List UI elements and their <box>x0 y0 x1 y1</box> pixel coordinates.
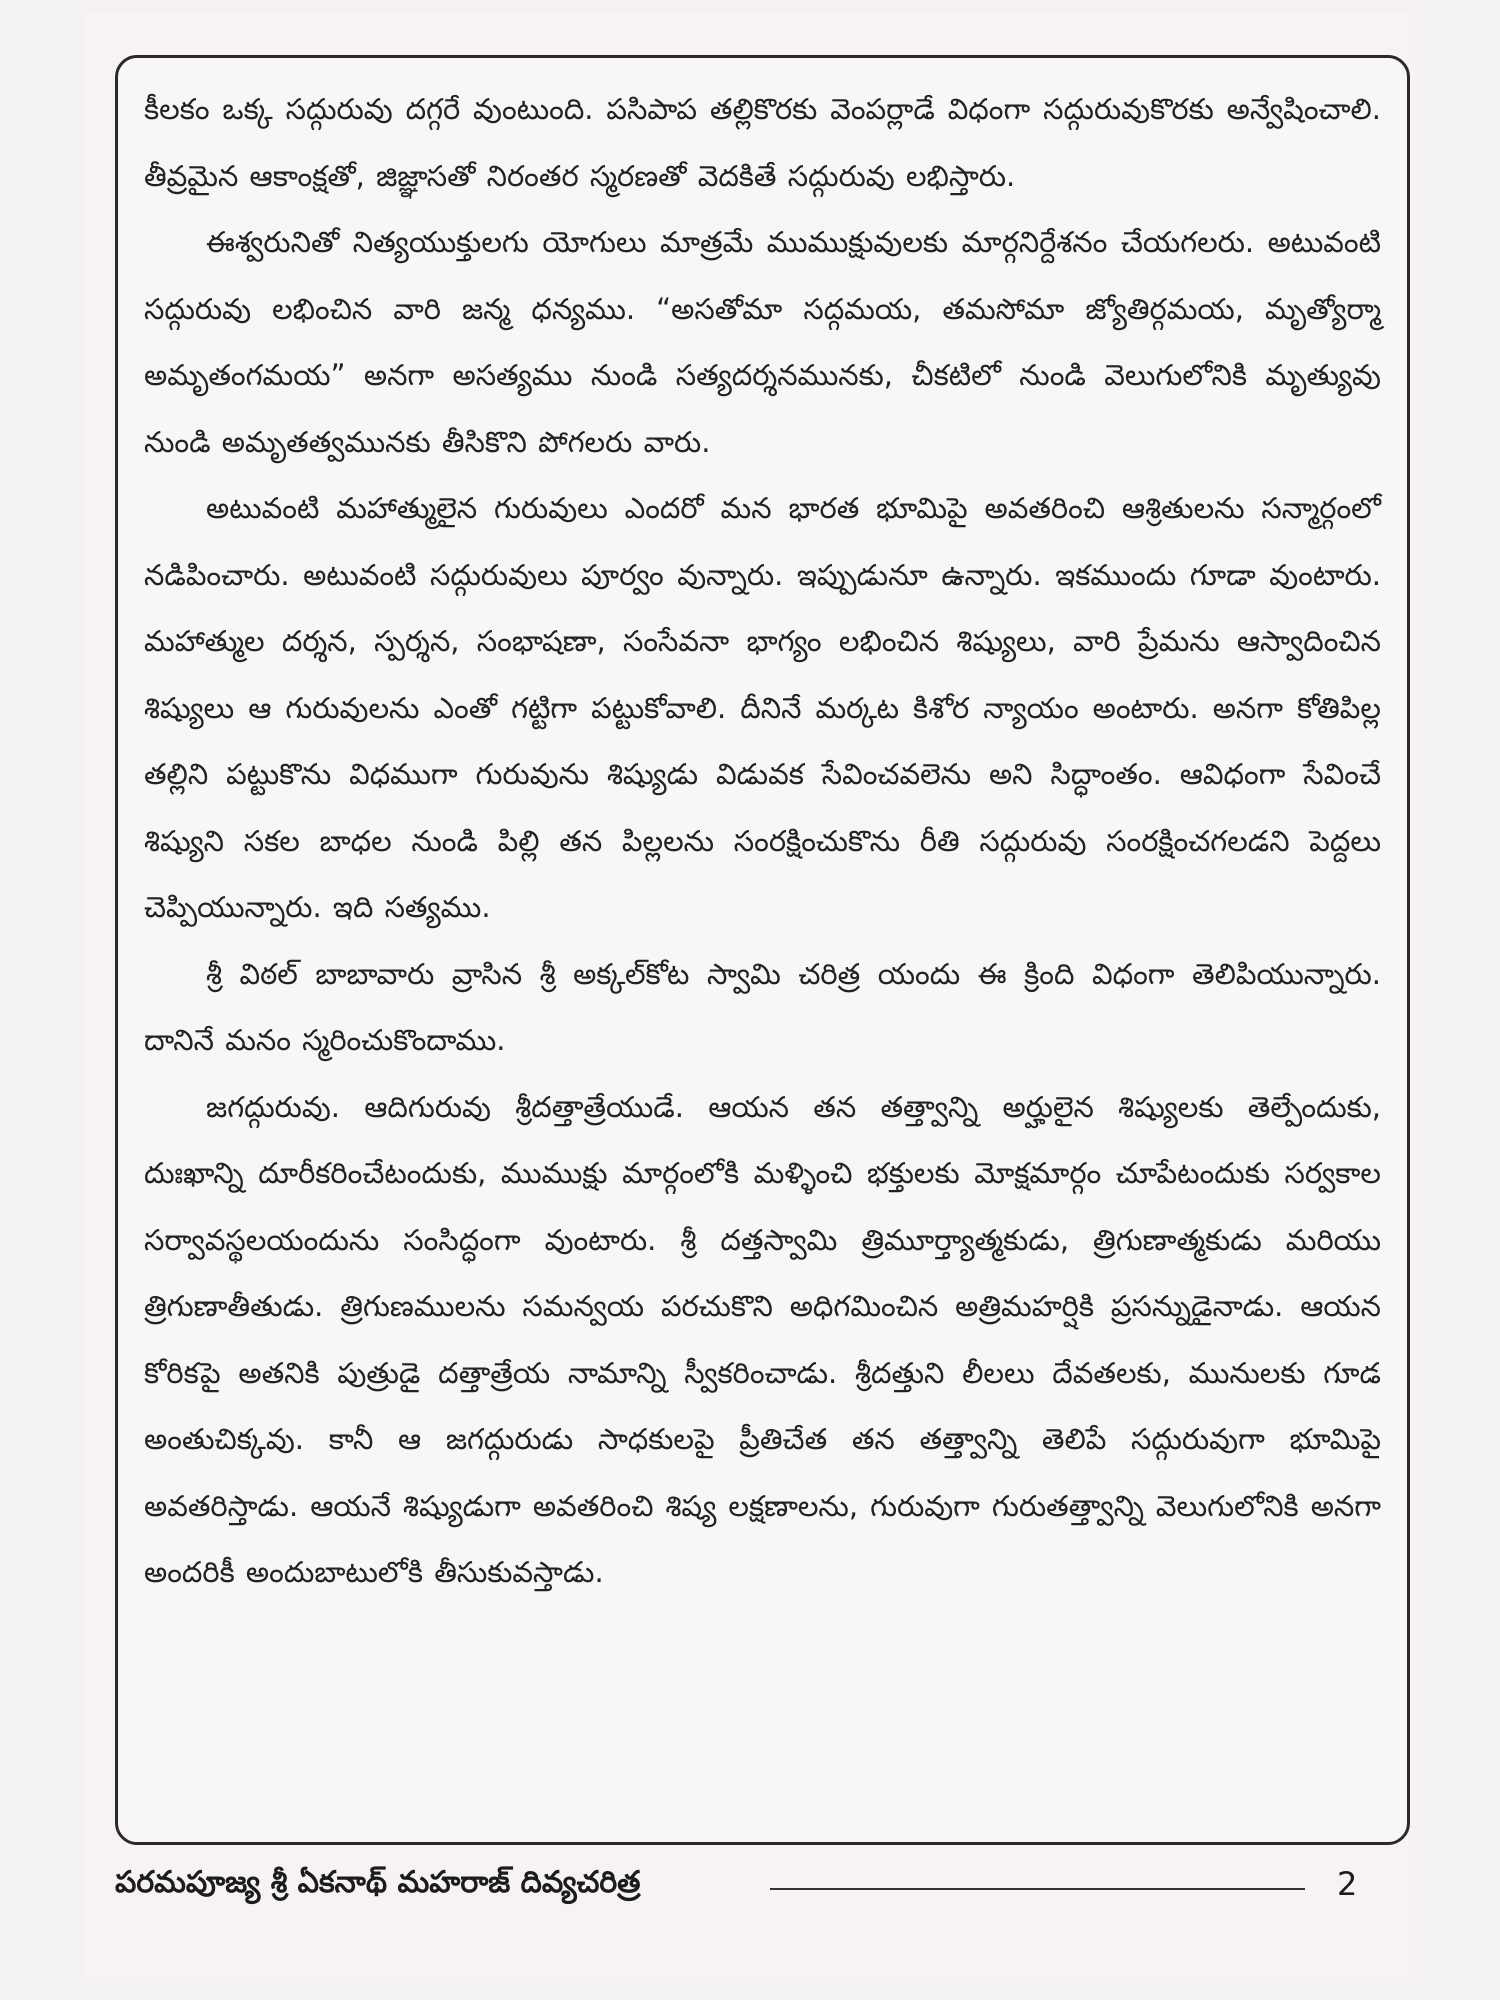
book-title: పరమపూజ్య శ్రీ ఏకనాథ్ మహరాజ్ దివ్యచరిత్ర <box>115 1865 641 1900</box>
paragraph-1: కీలకం ఒక్క సద్గురువు దగ్గరే వుంటుంది. పసిపాప తల్లికొరకు వెంపర్లాడే విధంగా సద్గురువుకొరకు అన్వేషించాలి. తీవ్రమైన ఆకాంక్షతో, జిజ్ఞాసతో నిరంతర స్మరణతో వెదకితే సద్గురువు లభిస్తారు. <box>144 92 1381 193</box>
paragraph-5: జగద్గురువు. ఆదిగురువు శ్రీదత్తాత్రేయుడే. ఆయన తన తత్త్వాన్ని అర్హులైన శిష్యులకు తెల్పేందుకు, దుఃఖాన్ని దూరీకరించేటందుకు, ముముక్షు మార్గంలోకి మళ్ళించి భక్తులకు మోక్షమార్గం చూపేటందుకు సర్వకాల సర్వావస్థలయందును సంసిద్ధంగా వుంటారు. శ్రీ దత్తస్వామి త్రిమూర్త్యాత్మకుడు, త్రిగుణాత్మకుడు మరియు త్రిగుణాతీతుడు. త్రిగుణములను సమన్వయ పరచుకొని అధిగమించిన అత్రిమహర్షికి ప్రసన్నుడైనాడు. ఆయన కోరికపై అతనికి పుత్రుడై దత్తాత్రేయ నామాన్ని స్వీకరించాడు. శ్రీదత్తుని లీలలు దేవతలకు, మునులకు గూడ అంతుచిక్కవు. కానీ ఆ జగద్గురుడు సాధకులపై ప్రీతిచేత తన తత్త్వాన్ని తెలిపే సద్గురువుగా భూమిపై అవతరిస్తాడు. ఆయనే శిష్యుడుగా అవతరించి శిష్య లక్షణాలను, గురువుగా గురుతత్త్వాన్ని వెలుగులోనికి అనగా అందరికీ అందుబాటులోకి తీసుకువస్తాడు. <box>144 1089 1381 1589</box>
page-footer <box>115 1865 1410 1915</box>
paragraph-2: ఈశ్వరునితో నిత్యయుక్తులగు యోగులు మాత్రమే ముముక్షువులకు మార్గనిర్దేశనం చేయగలరు. అటువంటి సద్గురువు లభించిన వారి జన్మ ధన్యము. “అసతోమా సద్గమయ, తమసోమా జ్యోతిర్గమయ, మృత్యోర్మా అమృతంగమయ” అనగా అసత్యము నుండి సత్యదర్శనమునకు, చీకటిలో నుండి వెలుగులోనికి మృత్యువు నుండి అమృతత్వమునకు తీసికొని పోగలరు వారు. <box>144 225 1381 459</box>
footer-divider <box>770 1888 1305 1890</box>
page-number: 2 <box>1337 1865 1358 1903</box>
text-frame <box>115 55 1410 1845</box>
paragraph-4: శ్రీ విఠల్ బాబావారు వ్రాసిన శ్రీ అక్కల్‌కోట స్వామి చరిత్ర యందు ఈ క్రింది విధంగా తెలిపియున్నారు. దానినే మనం స్మరించుకొందాము. <box>144 956 1381 1057</box>
paragraph-3: అటువంటి మహాత్ములైన గురువులు ఎందరో మన భారత భూమిపై అవతరించి ఆశ్రితులను సన్మార్గంలో నడిపించారు. అటువంటి సద్గురువులు పూర్వం వున్నారు. ఇప్పుడునూ ఉన్నారు. ఇకముందు గూడా వుంటారు. మహాత్ముల దర్శన, స్పర్శన, సంభాషణా, సంసేవనా భాగ్యం లభించిన శిష్యులు, వారి ప్రేమను ఆస్వాదించిన శిష్యులు ఆ గురువులను ఎంతో గట్టిగా పట్టుకోవాలి. దీనినే మర్కట కిశోర న్యాయం అంటారు. అనగా కోతిపిల్ల తల్లిని పట్టుకొను విధముగా గురువును శిష్యుడు విడువక సేవించవలెను అని సిద్ధాంతం. ఆవిధంగా సేవించే శిష్యుని సకల బాధల నుండి పిల్లి తన పిల్లలను సంరక్షించుకొను రీతి సద్గురువు సంరక్షించగలడని పెద్దలు చెప్పియున్నారు. ఇది సత్యము. <box>144 491 1381 924</box>
